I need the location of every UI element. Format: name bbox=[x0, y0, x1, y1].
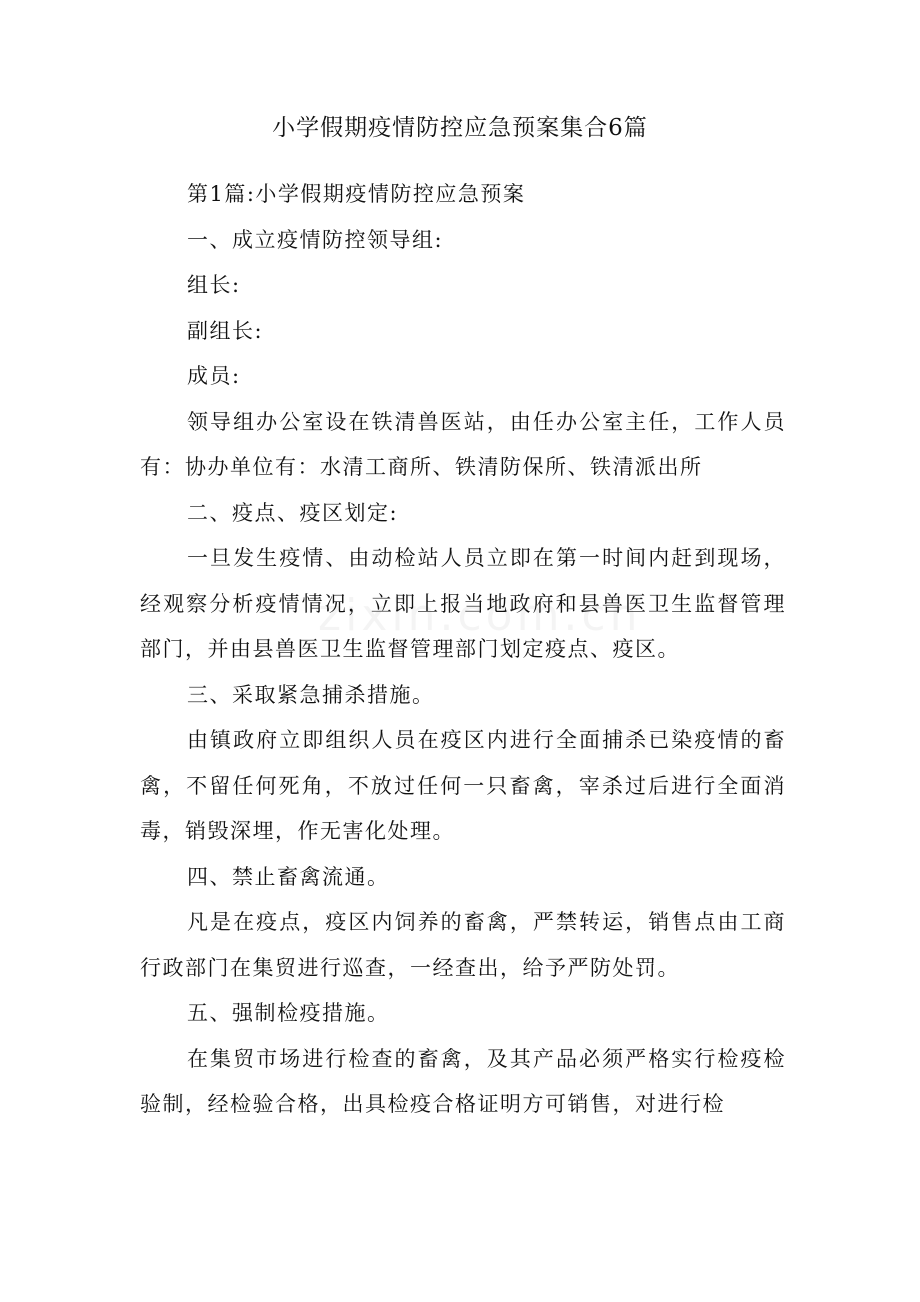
paragraph-section-3-heading: 三、采取紧急捕杀措施。 bbox=[187, 682, 435, 707]
paragraph-section-2-heading: 二、疫点、疫区划定: bbox=[187, 500, 399, 525]
paragraph-transport-ban: 凡是在疫点，疫区内饲养的畜禽，严禁转运，销售点由工商行政部门在集贸进行巡查，一经查出，给予严防处罚。 bbox=[140, 910, 786, 980]
document-title: 小学假期疫情防控应急预案集合6篇 bbox=[272, 115, 648, 141]
paragraph-leader: 组长: bbox=[187, 273, 241, 297]
document-body bbox=[140, 172, 786, 1128]
paragraph-section-4-heading: 四、禁止畜禽流通。 bbox=[187, 864, 390, 889]
paragraph-outbreak-response: 一旦发生疫情、由动检站人员立即在第一时间内赶到现场，经观察分析疫情情况，立即上报当地政府和县兽医卫生监督管理部门，并由县兽医卫生监督管理部门划定疫点、疫区。 bbox=[140, 546, 786, 661]
paragraph-chapter-heading: 第1篇:小学假期疫情防控应急预案 bbox=[187, 182, 526, 206]
paragraph-quarantine-inspection: 在集贸市场进行检查的畜禽，及其产品必须严格实行检疫检验制，经检验合格，出具检疫合格证明方可销售，对进行检 bbox=[140, 1046, 786, 1116]
paragraph-section-5-heading: 五、强制检疫措施。 bbox=[187, 1001, 390, 1025]
paragraph-culling-measures: 由镇政府立即组织人员在疫区内进行全面捕杀已染疫情的畜禽，不留任何死角，不放过任何一只畜禽，宰杀过后进行全面消毒，销毁深埋，作无害化处理。 bbox=[140, 728, 786, 843]
paragraph-section-1-heading: 一、成立疫情防控领导组: bbox=[187, 227, 444, 252]
paragraph-office-info: 领导组办公室设在铁清兽医站，由任办公室主任，工作人员有：协办单位有：水清工商所、铁清防保所、铁清派出所 bbox=[140, 409, 786, 479]
paragraph-members: 成员: bbox=[187, 364, 241, 388]
paragraph-deputy-leader: 副组长: bbox=[187, 318, 264, 343]
